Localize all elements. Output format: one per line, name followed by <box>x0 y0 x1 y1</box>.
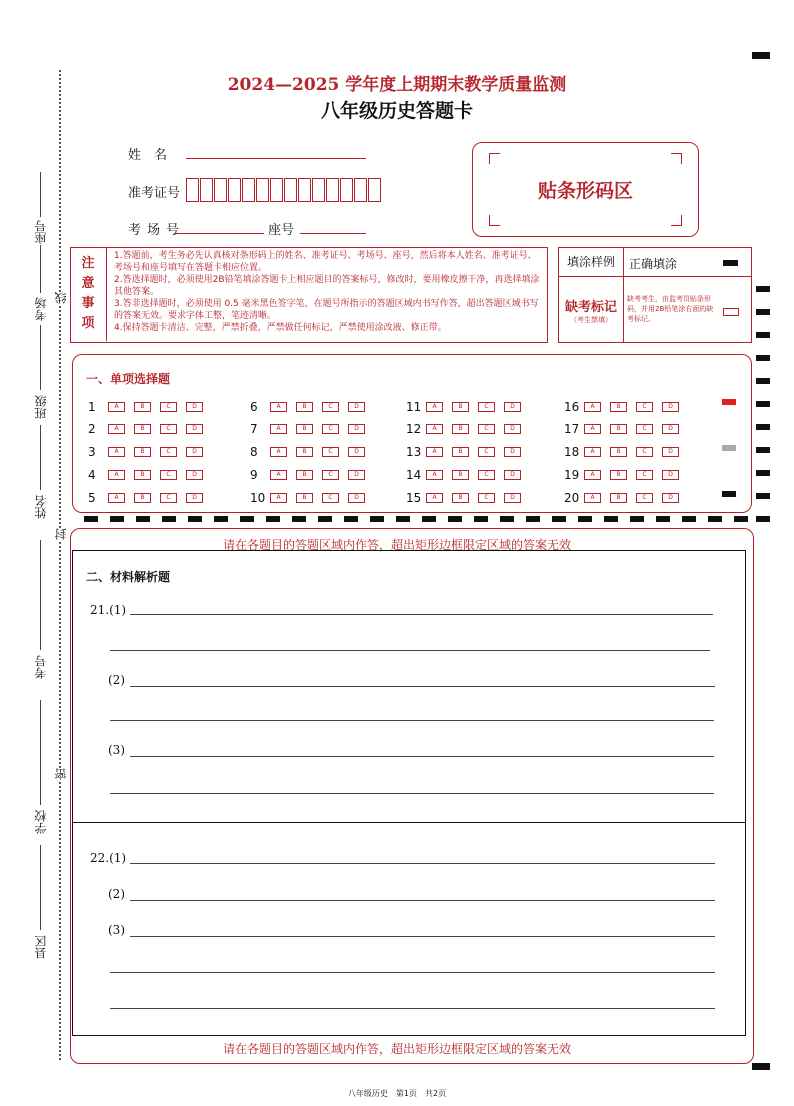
timing-mark <box>266 516 280 522</box>
question-number: 4 <box>88 468 96 482</box>
margin-school-label: 学校 <box>34 810 48 834</box>
absent-label: 缺考标记 <box>564 300 617 315</box>
choice-question-row <box>88 468 212 482</box>
option-bubble[interactable]: A <box>108 470 125 480</box>
notice-side-title: 注 意 事 项 <box>70 247 107 341</box>
timing-mark <box>292 516 306 522</box>
option-bubble[interactable]: B <box>610 493 627 503</box>
choice-question-row <box>250 422 374 436</box>
fill-sample-box <box>558 247 752 343</box>
option-bubble[interactable]: D <box>186 493 203 503</box>
margin-name-line <box>40 425 41 490</box>
absent-label-cell <box>559 276 624 342</box>
notice-item: 2.答选择题时，必须使用2B铅笔填涂答题卡上相应题目的答案标号，修改时，要用橡皮擦干净，再选择填涂其他答案。 <box>114 275 540 297</box>
option-bubble[interactable]: C <box>160 470 177 480</box>
option-bubble[interactable]: A <box>108 493 125 503</box>
seat-label: 座号 <box>268 223 295 238</box>
seat-field[interactable] <box>300 233 366 234</box>
absent-note: （考生禁填） <box>570 316 612 324</box>
option-bubble[interactable]: D <box>662 470 679 480</box>
option-bubble[interactable]: D <box>186 447 203 457</box>
timing-mark <box>500 516 514 522</box>
option-bubble[interactable]: A <box>426 402 443 412</box>
cut-line <box>59 70 61 1060</box>
option-bubble[interactable]: C <box>160 447 177 457</box>
option-bubble[interactable]: A <box>426 447 443 457</box>
timing-mark <box>136 516 150 522</box>
option-bubble[interactable]: D <box>186 402 203 412</box>
option-bubble[interactable]: D <box>504 447 521 457</box>
option-bubble[interactable]: A <box>426 470 443 480</box>
question-number: 18 <box>564 445 580 459</box>
sheet-subtitle: 八年级历史答题卡 <box>320 100 473 122</box>
margin-class-line <box>40 325 41 390</box>
option-bubble[interactable]: D <box>662 424 679 434</box>
notice-item: 4.保持答题卡清洁、完整，严禁折叠，严禁做任何标记，严禁使用涂改液、修正带。 <box>114 323 447 333</box>
correct-fill-mark <box>723 260 738 266</box>
timing-mark <box>552 516 566 522</box>
option-bubble[interactable]: D <box>186 470 203 480</box>
timing-mark <box>756 286 770 292</box>
timing-mark <box>756 470 770 476</box>
option-bubble[interactable]: C <box>160 424 177 434</box>
q21-part2-label: (2) <box>108 673 125 687</box>
timing-mark <box>734 516 748 522</box>
timing-mark <box>656 516 670 522</box>
choice-question-row <box>564 445 688 459</box>
notice-item: 3.答非选择题时，必须使用 0.5 毫米黑色签字笔，在题号所指示的答题区域内书写作答，超出答题区域书写的答案无效。要求字体工整，笔迹清晰。 <box>114 299 539 321</box>
choice-question-row <box>406 400 530 414</box>
question-number: 8 <box>250 445 258 459</box>
option-bubble[interactable]: A <box>584 470 601 480</box>
question-number: 5 <box>88 491 96 505</box>
timing-mark <box>752 1063 770 1070</box>
option-bubble[interactable]: C <box>160 402 177 412</box>
question-number: 2 <box>88 422 96 436</box>
option-bubble[interactable]: D <box>662 402 679 412</box>
option-bubble[interactable]: B <box>610 470 627 480</box>
option-bubble[interactable]: A <box>426 424 443 434</box>
option-bubble[interactable]: D <box>504 470 521 480</box>
cut-label-line: 线 <box>54 292 68 304</box>
choice-question-row <box>88 400 212 414</box>
margin-seat-line <box>40 172 41 217</box>
timing-mark <box>756 424 770 430</box>
cut-label-seal: 封 <box>54 528 68 540</box>
timing-mark <box>630 516 644 522</box>
option-bubble[interactable]: D <box>348 447 365 457</box>
option-bubble[interactable]: A <box>108 424 125 434</box>
timing-mark <box>708 516 722 522</box>
q21-part3-label: (3) <box>108 743 125 757</box>
timing-mark <box>756 516 770 522</box>
exam-title: 2024—2025 学年度上期期末教学质量监测 <box>227 75 567 95</box>
timing-mark <box>526 516 540 522</box>
timing-mark <box>344 516 358 522</box>
question-number: 20 <box>564 491 580 505</box>
option-bubble[interactable]: A <box>108 447 125 457</box>
option-bubble[interactable]: C <box>322 424 339 434</box>
timing-mark <box>318 516 332 522</box>
choice-question-row <box>406 468 530 482</box>
option-bubble[interactable]: B <box>610 402 627 412</box>
option-bubble[interactable]: C <box>478 447 495 457</box>
timing-mark <box>756 493 770 499</box>
color-marker-black <box>722 491 736 497</box>
area-warning-bottom: 请在各题目的答题区域内作答，超出矩形边框限定区域的答案无效 <box>222 1042 571 1056</box>
option-bubble[interactable]: C <box>636 470 653 480</box>
question-number: 17 <box>564 422 580 436</box>
option-bubble[interactable]: B <box>134 493 151 503</box>
page-footer: 八年级历史 第1页 共2页 <box>347 1089 447 1098</box>
option-bubble[interactable]: B <box>452 447 469 457</box>
timing-mark <box>756 332 770 338</box>
cut-label-secret: 密 <box>54 768 68 780</box>
fill-sample-label: 填涂样例 <box>559 248 624 277</box>
q22-part2-label: (2) <box>108 887 125 901</box>
option-bubble[interactable]: C <box>478 424 495 434</box>
option-bubble[interactable]: B <box>296 470 313 480</box>
option-bubble[interactable]: D <box>348 402 365 412</box>
option-bubble[interactable]: B <box>296 493 313 503</box>
timing-mark <box>756 378 770 384</box>
timing-mark <box>474 516 488 522</box>
option-bubble[interactable]: A <box>584 493 601 503</box>
room-label: 考场号 <box>128 223 186 238</box>
choice-question-row <box>564 468 688 482</box>
option-bubble[interactable]: C <box>478 493 495 503</box>
option-bubble[interactable]: C <box>322 470 339 480</box>
option-bubble[interactable]: C <box>636 493 653 503</box>
choice-question-row <box>406 445 530 459</box>
area-warning-top: 请在各题目的答题区域内作答，超出矩形边框限定区域的答案无效 <box>222 538 571 552</box>
option-bubble[interactable]: A <box>584 402 601 412</box>
option-bubble[interactable]: C <box>636 424 653 434</box>
timing-mark <box>188 516 202 522</box>
choice-question-row <box>564 422 688 436</box>
exam-id-label: 准考证号 <box>128 186 181 201</box>
timing-mark <box>214 516 228 522</box>
option-bubble[interactable]: B <box>296 447 313 457</box>
timing-mark <box>396 516 410 522</box>
absent-mark-box[interactable] <box>723 308 739 316</box>
option-bubble[interactable]: C <box>322 402 339 412</box>
option-bubble[interactable]: A <box>270 402 287 412</box>
option-bubble[interactable]: B <box>452 470 469 480</box>
question-number: 16 <box>564 400 580 414</box>
question-number: 10 <box>250 491 266 505</box>
margin-room-line <box>40 245 41 293</box>
question-number: 9 <box>250 468 258 482</box>
absent-description: 缺考考生，由监考员贴条形码，并用2B铅笔涂右面的缺考标记。 <box>627 295 714 323</box>
option-bubble[interactable]: B <box>134 447 151 457</box>
notice-item: 1.答题前，考生务必先认真核对条形码上的姓名、准考证号、考场号、座号，然后将本人姓名、准考证号、考场号和座号填写在答题卡相应位置。 <box>114 251 537 273</box>
choice-question-row <box>250 468 374 482</box>
option-bubble[interactable]: A <box>270 424 287 434</box>
timing-mark <box>756 401 770 407</box>
option-bubble[interactable]: B <box>134 424 151 434</box>
margin-examno-label: 考号 <box>34 655 48 679</box>
option-bubble[interactable]: A <box>270 447 287 457</box>
choice-question-row <box>88 491 212 505</box>
option-bubble[interactable]: A <box>270 470 287 480</box>
choice-question-row <box>406 491 530 505</box>
option-bubble[interactable]: B <box>296 424 313 434</box>
margin-school-line <box>40 700 41 805</box>
timing-mark <box>752 52 770 59</box>
option-bubble[interactable]: B <box>610 447 627 457</box>
q21-part1-label: 21.(1) <box>90 603 127 617</box>
margin-class-label: 班级 <box>34 395 48 419</box>
margin-name-label: 姓名 <box>34 495 48 519</box>
essay-section-title: 二、材料解析题 <box>86 570 171 584</box>
margin-district-line <box>40 845 41 930</box>
timing-mark <box>756 447 770 453</box>
option-bubble[interactable]: D <box>504 424 521 434</box>
correct-fill-label: 正确填涂 <box>629 257 678 271</box>
choice-question-row <box>88 422 212 436</box>
choice-question-row <box>250 491 374 505</box>
name-field[interactable] <box>186 158 366 159</box>
option-bubble[interactable]: B <box>452 402 469 412</box>
question-number: 1 <box>88 400 96 414</box>
color-marker-red <box>722 399 736 405</box>
question-number: 13 <box>406 445 422 459</box>
option-bubble[interactable]: B <box>610 424 627 434</box>
option-bubble[interactable]: A <box>584 424 601 434</box>
question-number: 11 <box>406 400 422 414</box>
option-bubble[interactable]: B <box>134 402 151 412</box>
timing-mark <box>682 516 696 522</box>
option-bubble[interactable]: D <box>504 493 521 503</box>
timing-mark <box>240 516 254 522</box>
option-bubble[interactable]: D <box>662 493 679 503</box>
margin-room-label: 考场 <box>34 297 48 321</box>
choice-question-row <box>250 445 374 459</box>
timing-mark <box>162 516 176 522</box>
option-bubble[interactable]: C <box>160 493 177 503</box>
barcode-label: 贴条形码区 <box>537 180 633 202</box>
choice-question-row <box>564 400 688 414</box>
timing-mark <box>756 355 770 361</box>
option-bubble[interactable]: D <box>348 493 365 503</box>
timing-mark <box>756 309 770 315</box>
timing-mark <box>448 516 462 522</box>
option-bubble[interactable]: B <box>452 493 469 503</box>
choice-question-row <box>88 445 212 459</box>
question-number: 12 <box>406 422 422 436</box>
option-bubble[interactable]: B <box>134 470 151 480</box>
name-label: 姓 名 <box>128 148 168 163</box>
choice-question-row <box>250 400 374 414</box>
room-field[interactable] <box>174 233 264 234</box>
question-number: 3 <box>88 445 96 459</box>
timing-mark <box>604 516 618 522</box>
option-bubble[interactable]: A <box>584 447 601 457</box>
option-bubble[interactable]: C <box>636 447 653 457</box>
option-bubble[interactable]: D <box>186 424 203 434</box>
option-bubble[interactable]: C <box>322 447 339 457</box>
timing-mark <box>110 516 124 522</box>
option-bubble[interactable]: C <box>636 402 653 412</box>
timing-mark <box>422 516 436 522</box>
notice-items <box>114 250 542 334</box>
answer-frame <box>70 528 754 1064</box>
timing-mark <box>370 516 384 522</box>
question-number: 7 <box>250 422 258 436</box>
option-bubble[interactable]: D <box>504 402 521 412</box>
option-bubble[interactable]: C <box>322 493 339 503</box>
option-bubble[interactable]: D <box>348 424 365 434</box>
margin-seat-label: 座号 <box>34 220 48 244</box>
timing-mark <box>84 516 98 522</box>
margin-district-label: 县区 <box>34 935 48 959</box>
margin-examno-line <box>40 540 41 650</box>
option-bubble[interactable]: A <box>426 493 443 503</box>
option-bubble[interactable]: B <box>452 424 469 434</box>
option-bubble[interactable]: D <box>662 447 679 457</box>
q22-part3-label: (3) <box>108 923 125 937</box>
choice-section-title: 一、单项选择题 <box>86 372 171 386</box>
question-number: 14 <box>406 468 422 482</box>
option-bubble[interactable]: D <box>348 470 365 480</box>
timing-mark <box>578 516 592 522</box>
option-bubble[interactable]: A <box>108 402 125 412</box>
choice-question-row <box>564 491 688 505</box>
q22-part1-label: 22.(1) <box>90 851 127 865</box>
question-number: 6 <box>250 400 258 414</box>
option-bubble[interactable]: C <box>478 402 495 412</box>
option-bubble[interactable]: A <box>270 493 287 503</box>
option-bubble[interactable]: C <box>478 470 495 480</box>
exam-id-boxes[interactable] <box>186 178 382 202</box>
color-marker-gray <box>722 445 736 451</box>
option-bubble[interactable]: B <box>296 402 313 412</box>
question-number: 15 <box>406 491 422 505</box>
question-number: 19 <box>564 468 580 482</box>
choice-question-row <box>406 422 530 436</box>
